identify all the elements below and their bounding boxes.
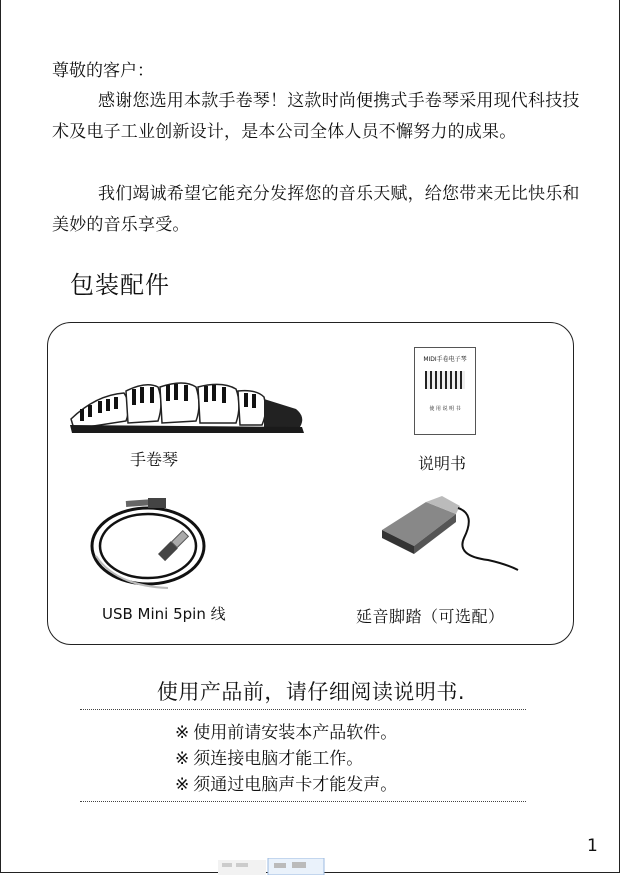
note-item <box>175 772 397 798</box>
accessories-title: 包装配件 <box>70 271 170 299</box>
manual-booklet-icon <box>414 347 476 435</box>
manual-cover-image <box>425 371 465 389</box>
pedal-label: 延音脚踏（可选配） <box>356 607 505 626</box>
note-item <box>175 746 397 772</box>
dotted-divider-top <box>80 709 526 710</box>
roll-up-piano-icon <box>66 375 310 437</box>
page-number: 1 <box>587 836 598 856</box>
page-thumbnail-strip <box>218 858 328 875</box>
notice-title: 使用产品前，请仔细阅读说明书. <box>156 680 466 704</box>
note-item <box>175 720 397 746</box>
sustain-pedal-icon <box>380 494 520 574</box>
manual-cover-title: MIDI手卷电子琴 <box>423 356 467 363</box>
reference-mark: ※ <box>175 723 190 743</box>
greeting: 尊敬的客户： <box>52 61 154 81</box>
note-text: 须连接电脑才能工作。 <box>193 749 364 769</box>
usb-cable-icon <box>86 494 216 594</box>
intro-paragraph: 感谢您选用本款手卷琴！这款时尚便携式手卷琴采用现代科技技术及电子工业创新设计，是本公司全体人员不懈努力的成果。 <box>52 91 580 142</box>
usb-cable-label: USB Mini 5pin 线 <box>102 605 226 623</box>
piano-label: 手卷琴 <box>130 450 179 469</box>
manual-label: 说明书 <box>418 454 467 473</box>
note-text: 使用前请安装本产品软件。 <box>193 723 398 743</box>
notes-list <box>175 720 397 798</box>
reference-mark: ※ <box>175 749 190 769</box>
wish-paragraph: 我们竭诚希望它能充分发挥您的音乐天赋，给您带来无比快乐和美妙的音乐享受。 <box>52 184 580 235</box>
accessories-box <box>47 322 574 645</box>
dotted-divider-bottom <box>80 801 526 802</box>
note-text: 须通过电脑声卡才能发声。 <box>193 775 398 795</box>
manual-cover-subtitle: 使 用 说 明 书 <box>429 406 461 412</box>
reference-mark: ※ <box>175 775 190 795</box>
